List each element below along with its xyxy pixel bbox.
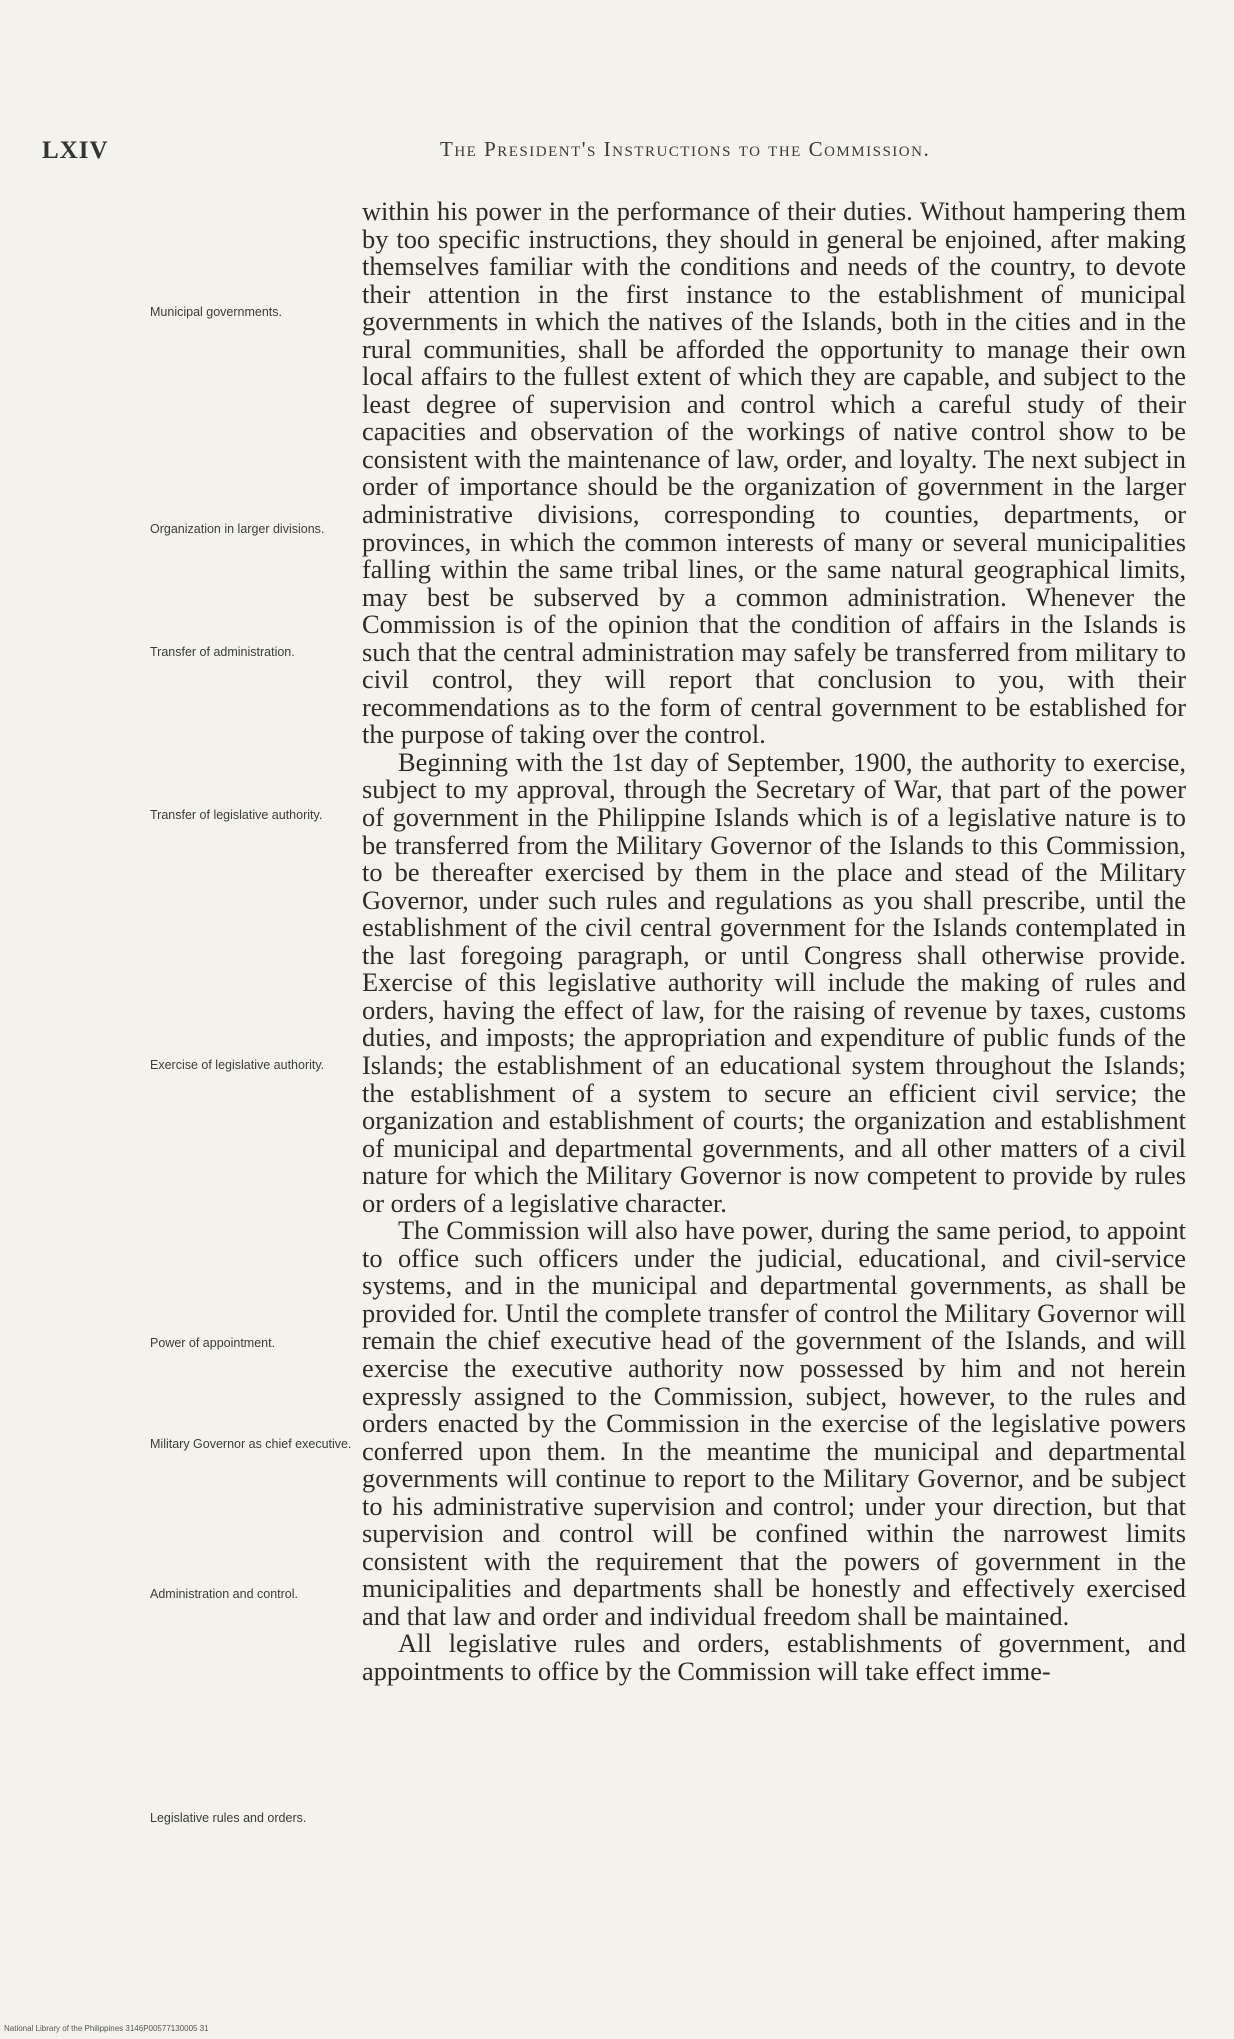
paragraph: All legislative rules and orders, establishments of government, and appointments to office by the Commission will take effect imme-: [362, 1628, 1186, 1686]
margin-note-transfer-of-legislative-authority: Transfer of legislative authority.: [150, 808, 323, 822]
running-title: The President's Instructions to the Commission.: [440, 137, 931, 161]
margin-note-transfer-of-administration: Transfer of administration.: [150, 645, 295, 659]
margin-note-administration-and-control: Administration and control.: [150, 1587, 298, 1601]
paragraph: Beginning with the 1st day of September, 1900, the authority to exercise, subject to my approval, through the Secretary of War, that part of the power of government in the Philippine Islands which is of a legislative nature is to be transferred from the Military Governor of the Islands to this Commission, to be thereafter exercised by them in the place and stead of the Military Governor, under such rules and regulations as you shall prescribe, until the establishment of the civil central government for the Islands contemplated in the last foregoing paragraph, or until Congress shall otherwise provide. Exercise of this legislative authority will include the making of rules and orders, having the effect of law, for the raising of revenue by taxes, customs duties, and imposts; the appropriation and expenditure of public funds of the Islands; the establishment of an educational system throughout the Islands; the establishment of a system to secure an efficient civil service; the organization and establishment of courts; the organization and establishment of municipal and departmental governments, and all other matters of a civil nature for which the Military Governor is now competent to provide by rules or orders of a legislative character.: [362, 746, 1186, 1218]
margin-note-power-of-appointment: Power of appointment.: [150, 1336, 276, 1350]
paragraph: The Commission will also have power, during the same period, to appoint to office such officers under the judicial, educational, and civil-service systems, and in the municipal and departmental governments, as shall be provided for. Until the complete transfer of control the Military Governor will remain the chief executive head of the government of the Islands, and will exercise the executive authority now possessed by him and not herein expressly assigned to the Commission, subject, however, to the rules and orders enacted by the Commission in the exercise of the legislative powers conferred upon them. In the meantime the municipal and departmental governments will continue to report to the Military Governor, and be subject to his administrative supervision and control; under your direction, but that supervision and control will be confined within the narrowest limits consistent with the requirement that the powers of government in the municipalities and departments shall be honestly and effectively exercised and that law and order and individual freedom shall be maintained.: [362, 1215, 1186, 1631]
margin-note-exercise-of-legislative-authority: Exercise of legislative authority.: [150, 1058, 325, 1072]
page-number: LXIV: [42, 137, 109, 164]
margin-note-municipal-governments: Municipal governments.: [150, 305, 283, 319]
body-text: [362, 198, 1186, 1686]
paragraph: within his power in the performance of their duties. Without hampering them by too specific instructions, they should in general be enjoined, after making themselves familiar with the conditions and needs of the country, to devote their attention in the first instance to the establishment of municipal governments in which the natives of the Islands, both in the cities and in the rural communities, shall be afforded the opportunity to manage their own local affairs to the fullest extent of which they are capable, and subject to the least degree of supervision and control which a careful study of their capacities and observation of the workings of native control show to be consistent with the maintenance of law, order, and loyalty. The next subject in order of importance should be the organization of government in the larger administrative divisions, corresponding to counties, departments, or provinces, in which the common interests of many or several municipalities falling within the same tribal lines, or the same natural geographical limits, may best be subserved by a common administration. Whenever the Commission is of the opinion that the condition of affairs in the Islands is such that the central administration may safely be transferred from military to civil control, they will report that conclusion to you, with their recommendations as to the form of central government to be established for the purpose of taking over the control.: [362, 196, 1186, 750]
scan-source-line: National Library of the Philippines 3146P00577130005 31: [4, 2024, 209, 2033]
margin-note-organization-larger-divisions: Organization in larger divisions.: [150, 522, 325, 536]
margin-note-legislative-rules-and-orders: Legislative rules and orders.: [150, 1811, 307, 1825]
margin-note-military-governor-chief-executive: Military Governor as chief executive.: [150, 1437, 352, 1451]
